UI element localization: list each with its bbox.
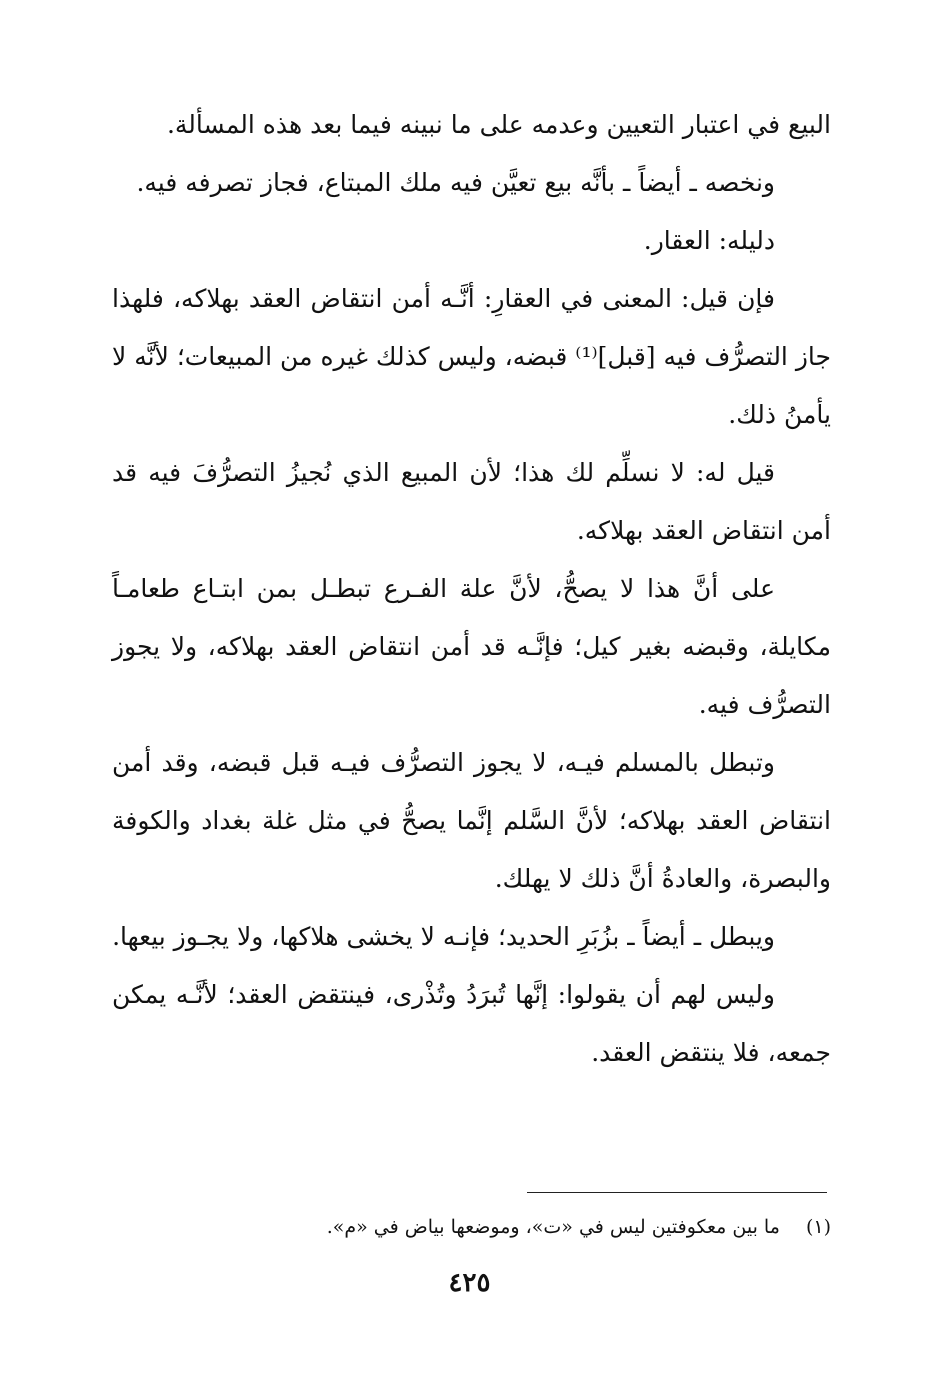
paragraph-9: وليس لهم أن يقولوا: إنَّها تُبرَدُ وتُذْرى، فينتقض العقد؛ لأنَّـه يمكن جمعه، فلا ينتقض العقد. [112,980,831,1067]
paragraph-2: ونخصه ـ أيضاً ـ بأنَّه بيع تعيَّن فيه ملك المبتاع، فجاز تصرفه فيه. [136,168,775,197]
footnote-text: ما بين معكوفتين ليس في «ت»، وموضعها بياض في «م». [326,1216,780,1238]
paragraph-1: البيع في اعتبار التعيين وعدمه على ما نبينه فيما بعد هذه المسألة. [166,110,831,139]
paragraph-5: قيل له: لا نسلِّم لك هذا؛ لأن المبيع الذي نُجيزُ التصرُّفَ فيه قد أمن انتقاض العقد بهلاكه. [112,458,831,545]
footnote-number: (١) [805,1216,831,1238]
paragraph-6: على أنَّ هذا لا يصحُّ، لأنَّ علة الفـرع تبطـل بمن ابتـاع طعامـاً مكايلة، وقبضه بغير كيل؛ فإنَّـه قد أمن انتقاض العقد بهلاكه، ولا يجوز التصرُّف فيه. [112,574,831,719]
footnote-divider [527,1192,827,1193]
paragraph-4: فإن قيل: المعنى في العقارِ: أنَّـه أمن انتقاض العقد بهلاكه، فلهذا جاز التصرُّف فيه [قبل]⁽¹⁾ قبضه، وليس كذلك غيره من المبيعات؛ لأنَّه لا يأمنُ ذلك. [112,284,831,429]
paragraph-7: وتبطل بالمسلم فيـه، لا يجوز التصرُّف فيـه قبل قبضه، وقد أمن انتقاض العقد بهلاكه؛ لأنَّ السَّلم إنَّما يصحُّ في مثل غلة بغداد والكوفة والبصرة، والعادةُ أنَّ ذلك لا يهلك. [112,748,831,893]
page-number: ٤٢٥ [448,1268,491,1298]
paragraph-8: ويبطل ـ أيضاً ـ بزُبَرِ الحديد؛ فإنـه لا يخشى هلاكها، ولا يجـوز بيعها. [112,922,775,951]
paragraph-3: دليله: العقار. [643,226,775,255]
footnote [112,1211,831,1243]
main-text [112,96,831,1082]
